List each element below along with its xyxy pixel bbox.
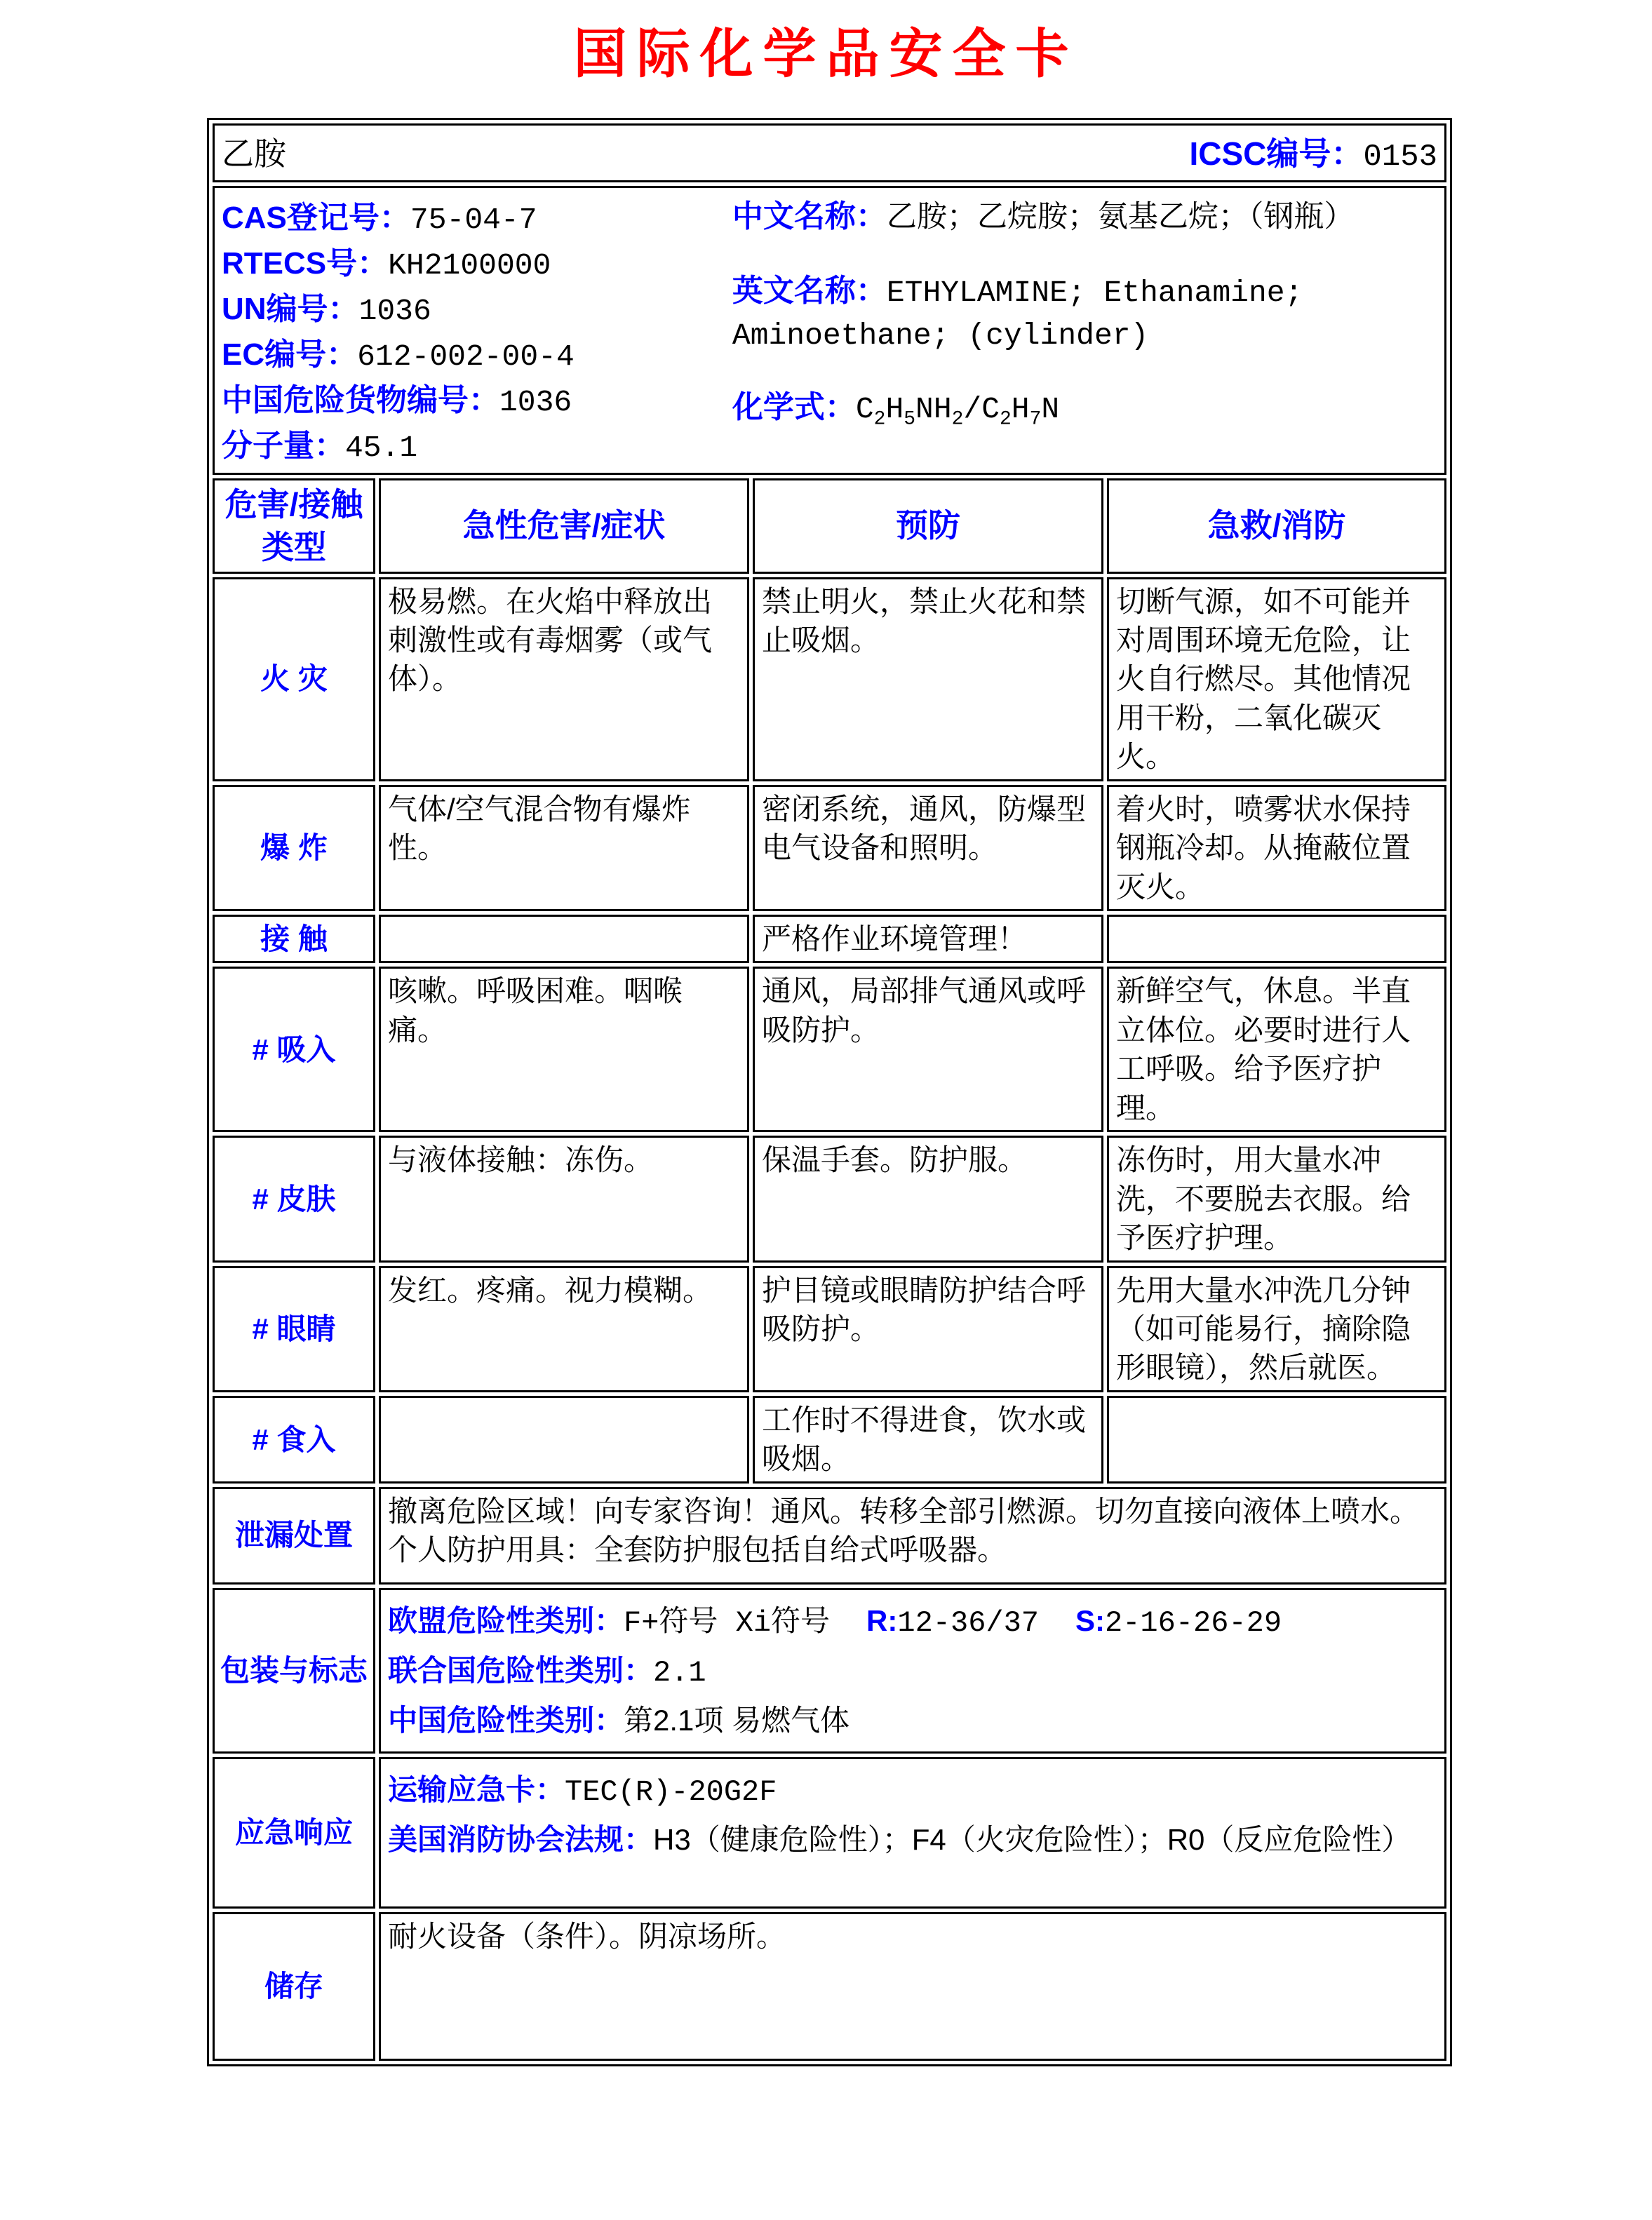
table-row-fire	[213, 577, 1446, 781]
transport-emergency-card: 运输应急卡：TEC(R)-20G2F	[388, 1772, 777, 1809]
table-row-skin	[213, 1136, 1446, 1262]
rtecs-number: RTECS号：KH2100000	[222, 246, 551, 283]
icsc-card-table	[207, 118, 1452, 2066]
un-hazard-class: 联合国危险性类别：2.1	[388, 1653, 706, 1690]
row-label-ingestion: # 食入	[213, 1396, 375, 1484]
column-header-hazard-type: 危害/接触类型	[213, 478, 375, 573]
explosion-symptoms: 气体/空气混合物有爆炸性。	[379, 785, 749, 911]
inhalation-symptoms: 咳嗽。呼吸困难。咽喉痛。	[379, 967, 749, 1132]
row-label-exposure: 接 触	[213, 915, 375, 963]
table-row-storage	[213, 1912, 1446, 2061]
english-name: 英文名称：ETHYLAMINE; Ethanamine; Aminoethane; (cylinder)	[732, 274, 1303, 354]
table-row-explosion	[213, 785, 1446, 911]
eyes-prevention: 护目镜或眼睛防护结合呼吸防护。	[753, 1266, 1103, 1392]
explosion-prevention: 密闭系统，通风，防爆型电气设备和照明。	[753, 785, 1103, 911]
substance-name: 乙胺	[222, 135, 286, 172]
column-header-symptoms: 急性危害/症状	[379, 478, 749, 573]
r-phrase-label: R:	[866, 1603, 898, 1637]
table-row-packaging	[213, 1588, 1446, 1754]
s-phrase-label: S:	[1075, 1603, 1106, 1637]
table-row-inhalation	[213, 967, 1446, 1132]
table-row	[213, 123, 1446, 182]
table-row-eyes	[213, 1266, 1446, 1392]
s-phrase-value: 2-16-26-29	[1105, 1606, 1282, 1640]
row-label-emergency: 应急响应	[213, 1757, 375, 1909]
storage-text: 耐火设备（条件）。阴凉场所。	[379, 1912, 1446, 2061]
table-header-row	[213, 478, 1446, 573]
fire-prevention: 禁止明火，禁止火花和禁止吸烟。	[753, 577, 1103, 781]
skin-symptoms: 与液体接触：冻伤。	[379, 1136, 749, 1262]
chemical-formula: 化学式：$C_2H_5NH_2/C_2H_7N$	[732, 390, 1060, 431]
chinese-name: 中文名称：乙胺；乙烷胺；氨基乙烷；（钢瓶）	[732, 199, 1355, 234]
ingestion-symptoms	[379, 1396, 749, 1484]
china-dg-number: 中国危险货物编号：1036	[222, 383, 572, 420]
page-title: 国际化学品安全卡	[573, 25, 1079, 84]
r-phrase-value: 12-36/37	[897, 1606, 1040, 1640]
exposure-symptoms	[379, 915, 749, 963]
row-label-skin: # 皮肤	[213, 1136, 375, 1262]
table-row	[213, 186, 1446, 475]
column-header-prevention: 预防	[753, 478, 1103, 573]
fire-response: 切断气源，如不可能并对周围环境无危险，让火自行燃尽。其他情况用干粉，二氧化碳灭火。	[1107, 577, 1446, 781]
table-row-spillage	[213, 1487, 1446, 1585]
spillage-text: 撤离危险区域！向专家咨询！通风。转移全部引燃源。切勿直接向液体上喷水。个人防护用具：全套防护服包括自给式呼吸器。	[379, 1487, 1446, 1585]
exposure-response	[1107, 915, 1446, 963]
eu-hazard-class: 欧盟危险性类别：F+符号 Xi符号 R:12-36/37 S:2-16-26-29	[388, 1603, 1282, 1640]
eyes-symptoms: 发红。疼痛。视力模糊。	[379, 1266, 749, 1392]
row-label-explosion: 爆 炸	[213, 785, 375, 911]
row-label-eyes: # 眼睛	[213, 1266, 375, 1392]
ingestion-prevention: 工作时不得进食，饮水或吸烟。	[753, 1396, 1103, 1484]
identification-block	[222, 191, 1437, 470]
row-label-inhalation: # 吸入	[213, 967, 375, 1132]
row-label-storage: 储存	[213, 1912, 375, 2061]
icsc-number	[1190, 133, 1438, 177]
eyes-response: 先用大量水冲洗几分钟（如可能易行，摘除隐形眼镜），然后就医。	[1107, 1266, 1446, 1392]
ec-number: EC编号：612-002-00-4	[222, 337, 575, 375]
molecular-weight: 分子量：45.1	[222, 429, 418, 466]
inhalation-response: 新鲜空气，休息。半直立体位。必要时进行人工呼吸。给予医疗护理。	[1107, 967, 1446, 1132]
row-label-fire: 火 灾	[213, 577, 375, 781]
explosion-response: 着火时，喷雾状水保持钢瓶冷却。从掩蔽位置灭火。	[1107, 785, 1446, 911]
icsc-number-label: ICSC编号：	[1189, 135, 1364, 172]
column-header-firstaid: 急救/消防	[1107, 478, 1446, 573]
row-label-packaging: 包装与标志	[213, 1588, 375, 1754]
substance-header	[222, 128, 1437, 177]
cas-number: CAS登记号：75-04-7	[222, 201, 537, 238]
table-row-exposure	[213, 915, 1446, 963]
skin-prevention: 保温手套。防护服。	[753, 1136, 1103, 1262]
ingestion-response	[1107, 1396, 1446, 1484]
china-hazard-class: 中国危险性类别：第2.1项 易燃气体	[388, 1703, 850, 1737]
icsc-number-value: 0153	[1363, 140, 1438, 175]
skin-response: 冻伤时，用大量水冲洗，不要脱去衣服。给予医疗护理。	[1107, 1136, 1446, 1262]
exposure-prevention: 严格作业环境管理！	[753, 915, 1103, 963]
row-label-spillage: 泄漏处置	[213, 1487, 375, 1585]
nfpa-code: 美国消防协会法规：H3（健康危险性）；F4（火灾危险性）；R0（反应危险性）	[388, 1822, 1411, 1856]
identification-left-column	[222, 196, 732, 470]
fire-symptoms: 极易燃。在火焰中释放出刺激性或有毒烟雾（或气体）。	[379, 577, 749, 781]
un-number: UN编号：1036	[222, 292, 431, 329]
table-row-emergency	[213, 1757, 1446, 1909]
table-row-ingestion	[213, 1396, 1446, 1484]
inhalation-prevention: 通风，局部排气通风或呼吸防护。	[753, 967, 1103, 1132]
identification-right-column	[732, 196, 1437, 470]
